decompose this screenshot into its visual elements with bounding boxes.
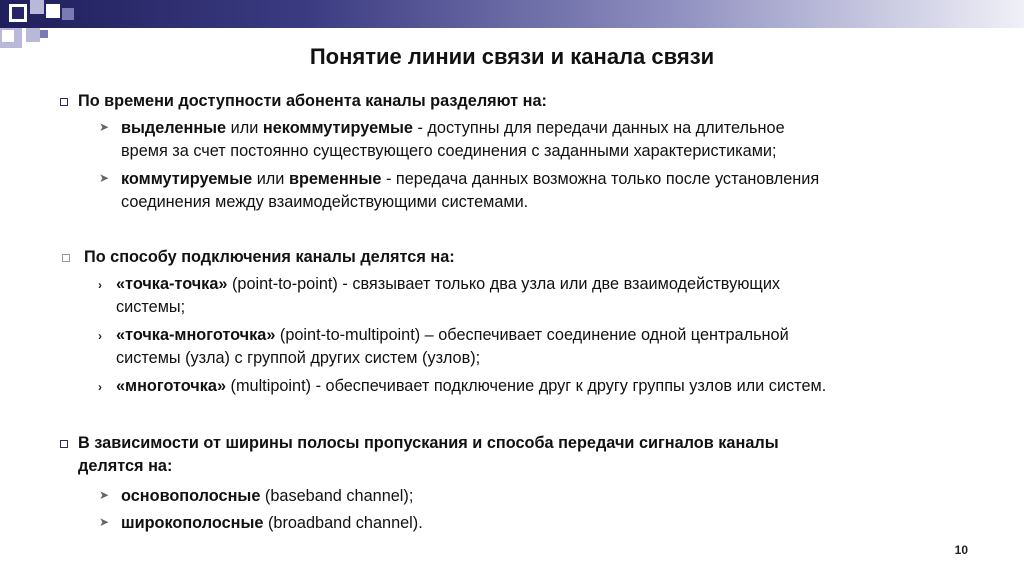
section-3-heading-line-2: делятся на: [78,457,173,475]
section-1-item-1-line-2: время за счет постоянно существующего соединения с заданными характеристиками; [121,142,777,160]
section-1-heading: По времени доступности абонента каналы разделяют на: [78,92,547,110]
section-2-item-1-line-1: «точка-точка» (point-to-point) - связывает только два узла или две взаимодействующих [116,275,781,293]
header-square-decoration [12,7,24,19]
section-3-heading-line-1: В зависимости от ширины полосы пропускания и способа передачи сигналов каналы [78,434,779,452]
chevron-right-icon: › [98,278,102,292]
section-1-item-2-line-1: коммутируемые или временные - передача данных возможна только после установления [121,170,820,188]
section-3-item-1: основополосные (baseband channel); [121,487,414,505]
page-number: 10 [954,543,968,557]
header-square-decoration [62,8,74,20]
section-1-item-2-line-2: соединения между взаимодействующими системами. [121,193,529,211]
chevron-right-icon: ➤ [99,515,110,529]
header-square-decoration [46,4,60,18]
chevron-right-icon: › [98,329,102,343]
section-2-item-2-line-2: системы (узла) с группой других систем (узлов); [116,349,481,367]
header-square-decoration [26,28,40,42]
header-gradient-bar [0,0,1024,28]
section-1-item-1-line-1: выделенные или некоммутируемые - доступны для передачи данных на длительное [121,119,785,137]
header-square-decoration [30,0,44,14]
section-3-item-2: широкополосные (broadband channel). [121,514,423,532]
chevron-right-icon: ➤ [99,488,110,502]
hollow-square-bullet-icon [62,254,70,262]
section-2-item-2-line-1: «точка-многоточка» (point-to-multipoint) – обеспечивает соединение одной центральной [116,326,789,344]
hollow-square-bullet-icon [60,98,68,106]
section-2-item-1-line-2: системы; [116,298,186,316]
chevron-right-icon: ➤ [99,120,110,134]
header-square-decoration [2,30,14,42]
chevron-right-icon: › [98,380,102,394]
hollow-square-bullet-icon [60,440,68,448]
section-2-heading: По способу подключения каналы делятся на: [84,248,455,266]
section-2-item-3-line-1: «многоточка» (multipoint) - обеспечивает подключение друг к другу группы узлов или систем. [116,377,827,395]
slide-title: Понятие линии связи и канала связи [309,44,715,69]
chevron-right-icon: ➤ [99,171,110,185]
header-square-decoration [40,30,48,38]
